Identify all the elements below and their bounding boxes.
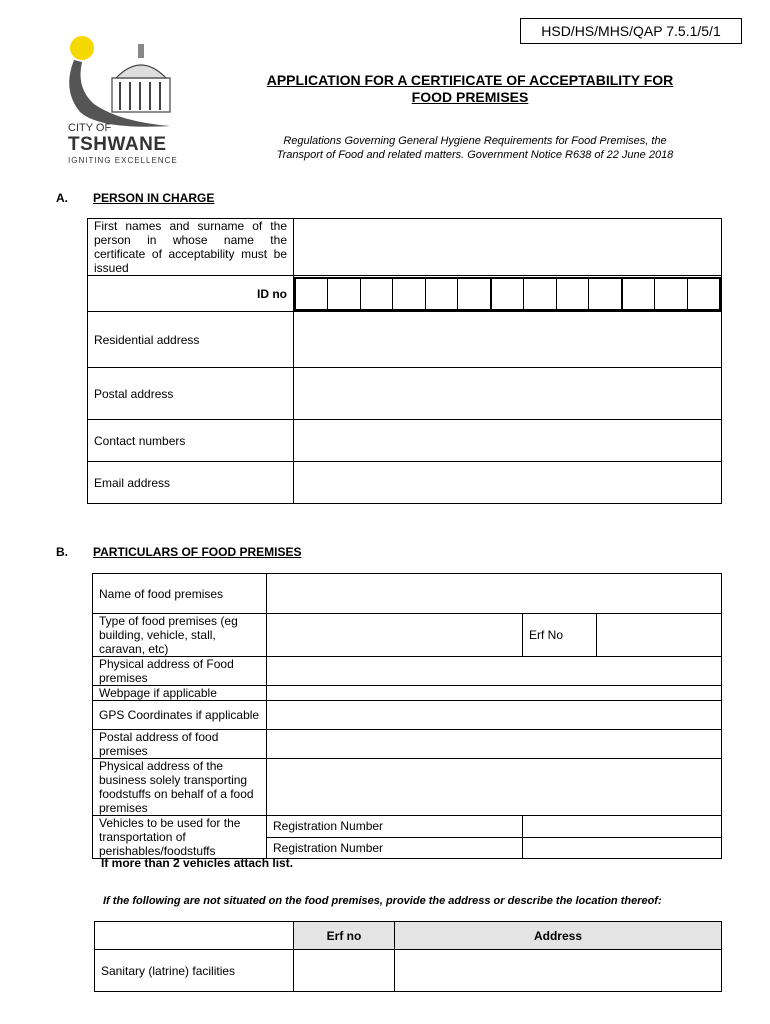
section-a-letter: A. <box>56 191 68 205</box>
premises-type-label: Type of food premises (eg building, vehicle, stall, caravan, etc) <box>93 614 267 657</box>
erf-no-label: Erf No <box>523 614 597 657</box>
document-reference: HSD/HS/MHS/QAP 7.5.1/5/1 <box>520 18 742 44</box>
id-number-label: ID no <box>88 276 294 312</box>
id-digit-cell[interactable] <box>458 279 491 309</box>
facilities-header-blank <box>95 922 294 950</box>
id-digit-cell[interactable] <box>426 279 458 309</box>
premises-postal-field[interactable] <box>267 730 722 759</box>
logo-tshwane: TSHWANE <box>68 134 167 155</box>
facilities-table <box>94 921 722 992</box>
more-vehicles-note: If more than 2 vehicles attach list. <box>101 856 294 870</box>
section-b-title: PARTICULARS OF FOOD PREMISES <box>93 545 302 559</box>
sanitary-erf-field[interactable] <box>294 950 395 992</box>
contact-numbers-label: Contact numbers <box>88 420 294 462</box>
id-number-grid[interactable] <box>294 276 722 312</box>
person-in-charge-table <box>87 218 722 504</box>
sanitary-facilities-label: Sanitary (latrine) facilities <box>95 950 294 992</box>
transport-business-label: Physical address of the business solely transporting foodstuffs on behalf of a food premises <box>93 759 267 816</box>
postal-address-label: Postal address <box>88 368 294 420</box>
postal-address-field[interactable] <box>294 368 722 420</box>
id-digit-cell[interactable] <box>361 279 393 309</box>
physical-address-field[interactable] <box>267 657 722 686</box>
logo-tagline: IGNITING EXCELLENCE <box>68 156 178 165</box>
address-column-header: Address <box>395 922 722 950</box>
logo-city-of: CITY OF <box>68 122 112 134</box>
registration-label-2: Registration Number <box>267 837 523 859</box>
vehicles-label: Vehicles to be used for the transportation of perishables/foodstuffs <box>93 816 267 859</box>
premises-name-field[interactable] <box>267 574 722 614</box>
id-digit-cell[interactable] <box>524 279 556 309</box>
id-digit-cell[interactable] <box>328 279 360 309</box>
residential-address-field[interactable] <box>294 312 722 368</box>
id-digit-cell[interactable] <box>688 279 719 309</box>
id-digit-cell[interactable] <box>623 279 655 309</box>
premises-name-label: Name of food premises <box>93 574 267 614</box>
residential-address-label: Residential address <box>88 312 294 368</box>
location-note: If the following are not situated on the food premises, provide the address or describe the location thereof: <box>103 895 662 907</box>
registration-label-1: Registration Number <box>267 816 523 838</box>
erf-no-column-header: Erf no <box>294 922 395 950</box>
food-premises-table <box>92 573 722 859</box>
id-digit-cell[interactable] <box>589 279 622 309</box>
id-digit-cell[interactable] <box>492 279 524 309</box>
city-logo <box>60 30 220 170</box>
email-address-field[interactable] <box>294 462 722 504</box>
premises-postal-label: Postal address of food premises <box>93 730 267 759</box>
premises-type-field[interactable] <box>267 614 523 657</box>
applicant-name-field[interactable] <box>294 219 722 276</box>
id-digit-cell[interactable] <box>655 279 687 309</box>
registration-field-1[interactable] <box>523 816 722 838</box>
id-digit-cell[interactable] <box>557 279 589 309</box>
section-b-letter: B. <box>56 545 68 559</box>
regulation-subtitle: Regulations Governing General Hygiene Requirements for Food Premises, the Transport of Food and related matters. Government Notice R638 of 22 June 2018 <box>276 135 674 161</box>
gps-coordinates-field[interactable] <box>267 701 722 730</box>
page-title: APPLICATION FOR A CERTIFICATE OF ACCEPTABILITY FOR FOOD PREMISES <box>266 72 674 105</box>
applicant-name-label: First names and surname of the person in whose name the certificate of acceptability must be issued <box>88 219 294 276</box>
email-address-label: Email address <box>88 462 294 504</box>
id-digit-cell[interactable] <box>393 279 425 309</box>
webpage-label: Webpage if applicable <box>93 686 267 701</box>
sanitary-address-field[interactable] <box>395 950 722 992</box>
transport-business-field[interactable] <box>267 759 722 816</box>
id-digit-cell[interactable] <box>296 279 328 309</box>
physical-address-label: Physical address of Food premises <box>93 657 267 686</box>
gps-coordinates-label: GPS Coordinates if applicable <box>93 701 267 730</box>
erf-no-field[interactable] <box>597 614 722 657</box>
section-a-title: PERSON IN CHARGE <box>93 191 215 205</box>
registration-field-2[interactable] <box>523 837 722 859</box>
contact-numbers-field[interactable] <box>294 420 722 462</box>
webpage-field[interactable] <box>267 686 722 701</box>
